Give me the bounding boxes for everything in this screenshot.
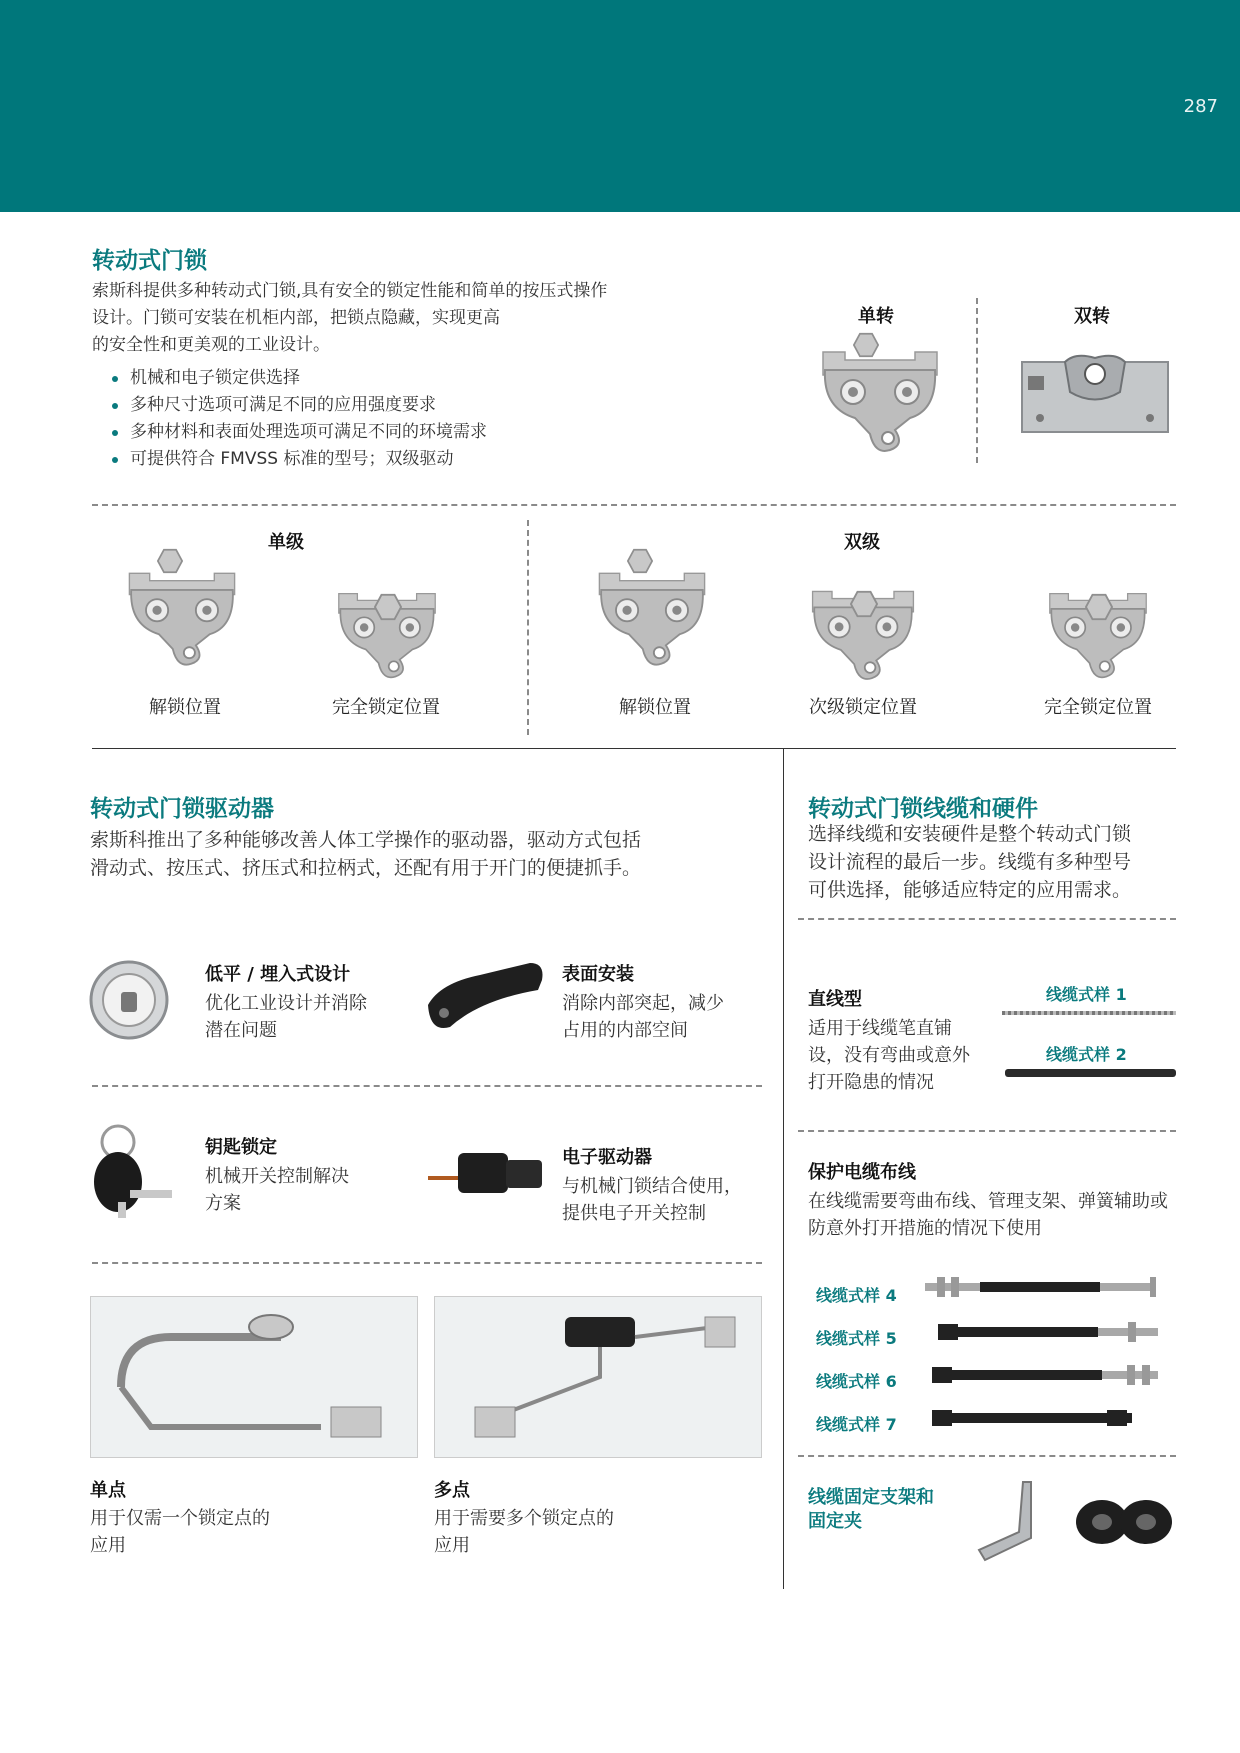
- single-stage-label: 单级: [268, 532, 304, 553]
- cable-style-2-label: 线缆式样 2: [1046, 1045, 1127, 1064]
- latches-desc-line: 的安全性和更美观的工业设计。: [92, 335, 330, 355]
- dual-stage-unlatched-image: [592, 548, 712, 678]
- key-lock-image: [88, 1120, 188, 1220]
- desc-line: 优化工业设计并消除: [205, 993, 367, 1014]
- cable-style-7-label: 线缆式样 7: [816, 1415, 897, 1434]
- flush-title: 低平 / 埋入式设计: [205, 964, 351, 985]
- position-caption: 完全锁定位置: [332, 697, 440, 718]
- cables-divider: [798, 1130, 1176, 1132]
- surface-title: 表面安装: [562, 964, 634, 985]
- surface-desc: [562, 990, 724, 1044]
- cables-title: 转动式门锁线缆和硬件: [808, 796, 1038, 822]
- desc-line: 机械开关控制解决: [205, 1166, 349, 1187]
- desc-line: 设，没有弯曲或意外: [808, 1045, 970, 1066]
- key-title: 钥匙锁定: [205, 1137, 277, 1158]
- actuators-desc-line: 滑动式、按压式、挤压式和拉柄式，还配有用于开门的便捷抓手。: [90, 857, 642, 879]
- cable-style-4-image: [925, 1275, 1161, 1299]
- section-rule: [92, 748, 1176, 749]
- cables-desc-line: 设计流程的最后一步。线缆有多种型号: [808, 851, 1132, 873]
- straight-cable-desc: [808, 1015, 970, 1096]
- position-caption: 解锁位置: [149, 697, 221, 718]
- electronic-title: 电子驱动器: [562, 1147, 652, 1168]
- rotary-divider: [976, 298, 978, 463]
- feature-bullet: 多种尺寸选项可满足不同的应用强度要求: [84, 392, 487, 419]
- flush-actuator-image: [85, 948, 169, 1048]
- cable-style-5-label: 线缆式样 5: [816, 1329, 897, 1348]
- section-divider: [92, 504, 1176, 506]
- position-caption: 次级锁定位置: [809, 697, 917, 718]
- feature-bullet: 多种材料和表面处理选项可满足不同的环境需求: [84, 419, 487, 446]
- cable-style-1-image: [1002, 1011, 1176, 1015]
- desc-line: 用于仅需一个锁定点的: [90, 1508, 270, 1529]
- latches-feature-list: [84, 365, 487, 473]
- key-desc: [205, 1163, 349, 1217]
- cables-divider: [798, 1455, 1176, 1457]
- desc-line: 潜在问题: [205, 1020, 277, 1041]
- latches-desc-line: 索斯科提供多种转动式门锁,具有安全的锁定性能和简单的按压式操作: [92, 281, 608, 301]
- dual-rotary-label: 双转: [1074, 306, 1110, 327]
- single-rotary-latch-image: [815, 330, 945, 460]
- electronic-desc: [562, 1173, 742, 1227]
- dual-stage-label: 双级: [844, 532, 880, 553]
- desc-line: 消除内部突起，减少: [562, 993, 724, 1014]
- electronic-actuator-image: [428, 1138, 548, 1208]
- dual-rotary-latch-image: [1020, 352, 1170, 434]
- desc-line: 在线缆需要弯曲布线、管理支架、弹簧辅助或: [808, 1191, 1168, 1212]
- multi-point-title: 多点: [434, 1480, 470, 1501]
- straight-cable-title: 直线型: [808, 989, 862, 1010]
- actuator-divider: [92, 1085, 762, 1087]
- cable-bracket-image: [975, 1478, 1055, 1568]
- single-point-diagram: [90, 1296, 418, 1458]
- position-caption: 完全锁定位置: [1044, 697, 1152, 718]
- dual-stage-secondary-image: [798, 572, 928, 687]
- brackets-title: [808, 1486, 934, 1534]
- brackets-title-line: 线缆固定支架和: [808, 1487, 934, 1508]
- single-point-title: 单点: [90, 1480, 126, 1501]
- single-point-desc: [90, 1505, 270, 1559]
- desc-line: 方案: [205, 1193, 241, 1214]
- desc-line: 打开隐患的情况: [808, 1072, 934, 1093]
- protected-routing-desc: [808, 1188, 1168, 1242]
- page-header-band: [0, 0, 1240, 212]
- position-caption: 解锁位置: [619, 697, 691, 718]
- actuators-description: [90, 826, 770, 882]
- desc-line: 应用: [90, 1535, 126, 1556]
- single-stage-unlatched-image: [122, 548, 242, 678]
- actuators-title: 转动式门锁驱动器: [90, 796, 274, 822]
- latches-description: [92, 278, 712, 359]
- cable-clip-image: [1070, 1482, 1180, 1562]
- cables-divider: [798, 918, 1176, 920]
- desc-line: 适用于线缆笔直铺: [808, 1018, 952, 1039]
- cable-style-4-label: 线缆式样 4: [816, 1286, 897, 1305]
- desc-line: 与机械门锁结合使用，: [562, 1176, 742, 1197]
- protected-routing-title: 保护电缆布线: [808, 1162, 916, 1183]
- column-rule: [783, 749, 784, 1589]
- cables-description: [808, 820, 1228, 904]
- cable-style-7-image: [932, 1406, 1156, 1430]
- latches-desc-line: 设计。门锁可安装在机柜内部，把锁点隐藏，实现更高: [92, 308, 500, 328]
- desc-line: 防意外打开措施的情况下使用: [808, 1218, 1042, 1239]
- desc-line: 用于需要多个锁定点的: [434, 1508, 614, 1529]
- cable-style-5-image: [938, 1320, 1162, 1344]
- desc-line: 应用: [434, 1535, 470, 1556]
- desc-line: 提供电子开关控制: [562, 1203, 706, 1224]
- page-number: 287: [1183, 96, 1218, 117]
- single-stage-latched-image: [322, 575, 452, 685]
- feature-bullet: 可提供符合 FMVSS 标准的型号；双级驱动: [84, 446, 487, 473]
- flush-desc: [205, 990, 367, 1044]
- stage-divider: [527, 520, 529, 735]
- single-rotary-label: 单转: [858, 306, 894, 327]
- actuator-divider: [92, 1262, 762, 1264]
- surface-actuator-image: [420, 955, 550, 1035]
- cable-style-6-image: [932, 1363, 1162, 1387]
- feature-bullet: 机械和电子锁定供选择: [84, 365, 487, 392]
- latches-title: 转动式门锁: [92, 248, 207, 274]
- dual-stage-latched-image: [1033, 575, 1163, 685]
- multi-point-desc: [434, 1505, 614, 1559]
- brackets-title-line: 固定夹: [808, 1511, 862, 1532]
- cable-style-2-image: [1005, 1069, 1176, 1077]
- cables-desc-line: 选择线缆和安装硬件是整个转动式门锁: [808, 823, 1132, 845]
- cables-desc-line: 可供选择，能够适应特定的应用需求。: [808, 879, 1132, 901]
- actuators-desc-line: 索斯科推出了多种能够改善人体工学操作的驱动器，驱动方式包括: [90, 829, 642, 851]
- desc-line: 占用的内部空间: [562, 1020, 688, 1041]
- cable-style-6-label: 线缆式样 6: [816, 1372, 897, 1391]
- cable-style-1-label: 线缆式样 1: [1046, 985, 1127, 1004]
- multi-point-diagram: [434, 1296, 762, 1458]
